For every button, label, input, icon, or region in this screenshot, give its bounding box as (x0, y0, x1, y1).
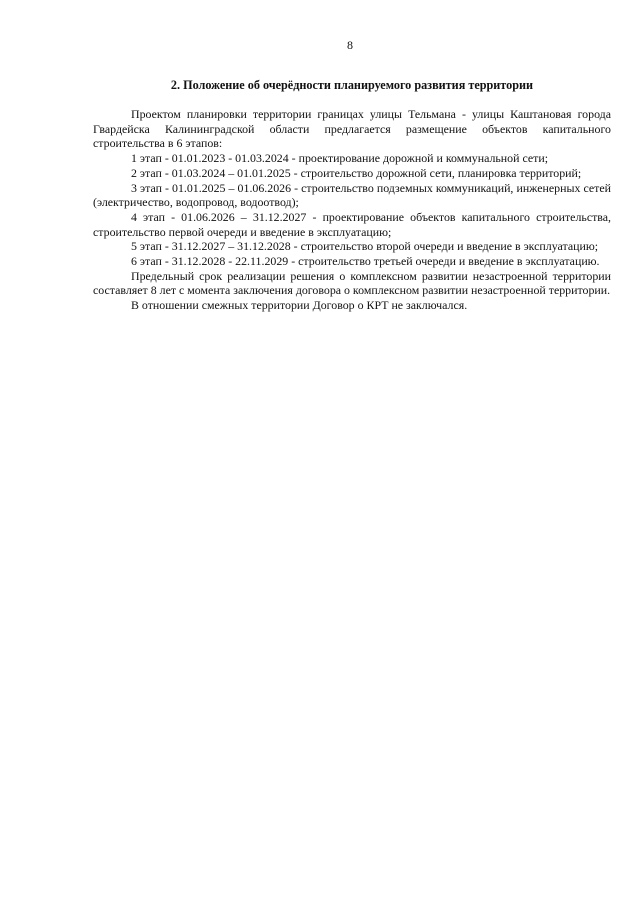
stage-1-paragraph: 1 этап - 01.01.2023 - 01.03.2024 - проектирование дорожной и коммунальной сети; (131, 151, 549, 166)
intro-paragraph: Проектом планировки территории границах улицы Тельмана - улицы Каштановая города Гвардейска Калининградской области предлагается размещение объектов капитального строительства в 6 этапов: (93, 107, 611, 151)
section-title: 2. Положение об очерёдности планируемого развития территории (170, 78, 534, 92)
stage-6-paragraph: 6 этап - 31.12.2028 - 22.11.2029 - строительство третьей очереди и введение в эксплуатацию. (131, 254, 600, 269)
body-text (93, 107, 611, 313)
stage-2-paragraph: 2 этап - 01.03.2024 – 01.01.2025 - строительство дорожной сети, планировка территорий; (131, 165, 582, 180)
page-number: 8 (347, 38, 353, 52)
adjacent-territory-paragraph: В отношении смежных территории Договор о КРТ не заключался. (131, 298, 468, 313)
stage-5-paragraph: 5 этап - 31.12.2027 – 31.12.2028 - строительство второй очереди и введение в эксплуатацию; (131, 239, 599, 254)
stage-4-paragraph: 4 этап - 01.06.2026 – 31.12.2027 - проектирование объектов капитального строительства, строительство первой очереди и введение в эксплуатацию; (93, 209, 611, 239)
stage-3-paragraph: 3 этап - 01.01.2025 – 01.06.2026 - строительство подземных коммуникаций, инженерных сетей (электричество, водопровод, водоотвод); (93, 180, 611, 210)
deadline-paragraph: Предельный срок реализации решения о комплексном развитии незастроенной территории составляет 8 лет с момента заключения договора о комплексном развитии незастроенной территории. (93, 268, 611, 298)
